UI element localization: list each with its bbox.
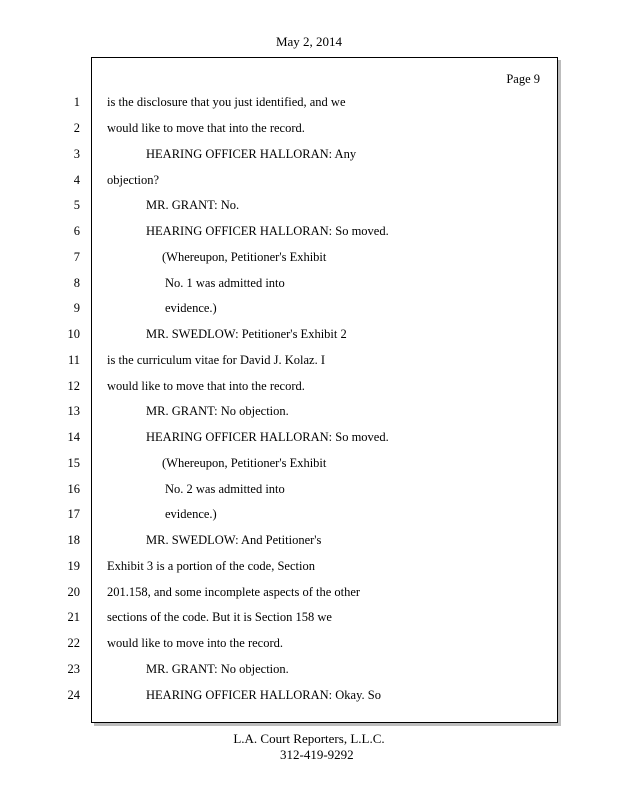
line-number: 8: [73, 276, 80, 290]
transcript-line: MR. SWEDLOW: And Petitioner's: [146, 533, 322, 547]
court-reporter-company: L.A. Court Reporters, L.L.C.: [233, 731, 385, 746]
line-number: 6: [73, 224, 80, 238]
line-number: 20: [67, 585, 80, 599]
line-number: 4: [73, 173, 80, 187]
court-reporter-phone: 312-419-9292: [280, 747, 354, 762]
transcript-line: 201.158, and some incomplete aspects of the other: [107, 585, 361, 599]
transcript-line: (Whereupon, Petitioner's Exhibit: [162, 456, 327, 470]
line-number: 3: [73, 147, 80, 161]
transcript-line: No. 1 was admitted into: [165, 276, 285, 290]
line-number: 15: [67, 456, 80, 470]
line-number: 19: [67, 559, 80, 573]
transcript-line: evidence.): [165, 301, 217, 315]
transcript-line: evidence.): [165, 507, 217, 521]
transcript-line: HEARING OFFICER HALLORAN: Any: [146, 147, 357, 161]
line-number: 7: [73, 250, 80, 264]
transcript-line: (Whereupon, Petitioner's Exhibit: [162, 250, 327, 264]
transcript-line: MR. GRANT: No objection.: [146, 404, 289, 418]
line-number: 18: [67, 533, 80, 547]
line-number: 23: [67, 662, 80, 676]
line-number: 14: [67, 430, 80, 444]
transcript-line: MR. GRANT: No.: [146, 198, 240, 212]
line-number: 21: [67, 610, 80, 624]
transcript-line: would like to move that into the record.: [107, 121, 305, 135]
transcript-line: Exhibit 3 is a portion of the code, Section: [107, 559, 315, 573]
line-number: 10: [67, 327, 80, 341]
transcript-date: May 2, 2014: [275, 34, 343, 49]
transcript-line: MR. GRANT: No objection.: [146, 662, 289, 676]
line-number: 16: [67, 482, 80, 496]
transcript-line: is the curriculum vitae for David J. Kolaz. I: [107, 353, 325, 367]
line-number: 22: [67, 636, 80, 650]
transcript-line: objection?: [107, 173, 160, 187]
line-number: 9: [73, 301, 80, 315]
line-number: 17: [67, 507, 80, 521]
transcript-line: HEARING OFFICER HALLORAN: Okay. So: [146, 688, 381, 702]
line-number: 13: [67, 404, 80, 418]
transcript-line: HEARING OFFICER HALLORAN: So moved.: [146, 224, 389, 238]
line-number: 11: [67, 353, 80, 367]
line-number: 12: [67, 379, 80, 393]
line-number: 1: [73, 95, 80, 109]
transcript-line: would like to move that into the record.: [107, 379, 305, 393]
transcript-line: HEARING OFFICER HALLORAN: So moved.: [146, 430, 389, 444]
transcript-line: MR. SWEDLOW: Petitioner's Exhibit 2: [146, 327, 347, 341]
transcript-line: No. 2 was admitted into: [165, 482, 285, 496]
transcript-line: sections of the code. But it is Section 158 we: [107, 610, 332, 624]
page-number: Page 9: [506, 72, 540, 86]
line-number: 2: [73, 121, 80, 135]
line-number: 24: [67, 688, 80, 702]
transcript-line: is the disclosure that you just identified, and we: [107, 95, 346, 109]
transcript-line: would like to move into the record.: [107, 636, 284, 650]
line-number: 5: [73, 198, 80, 212]
